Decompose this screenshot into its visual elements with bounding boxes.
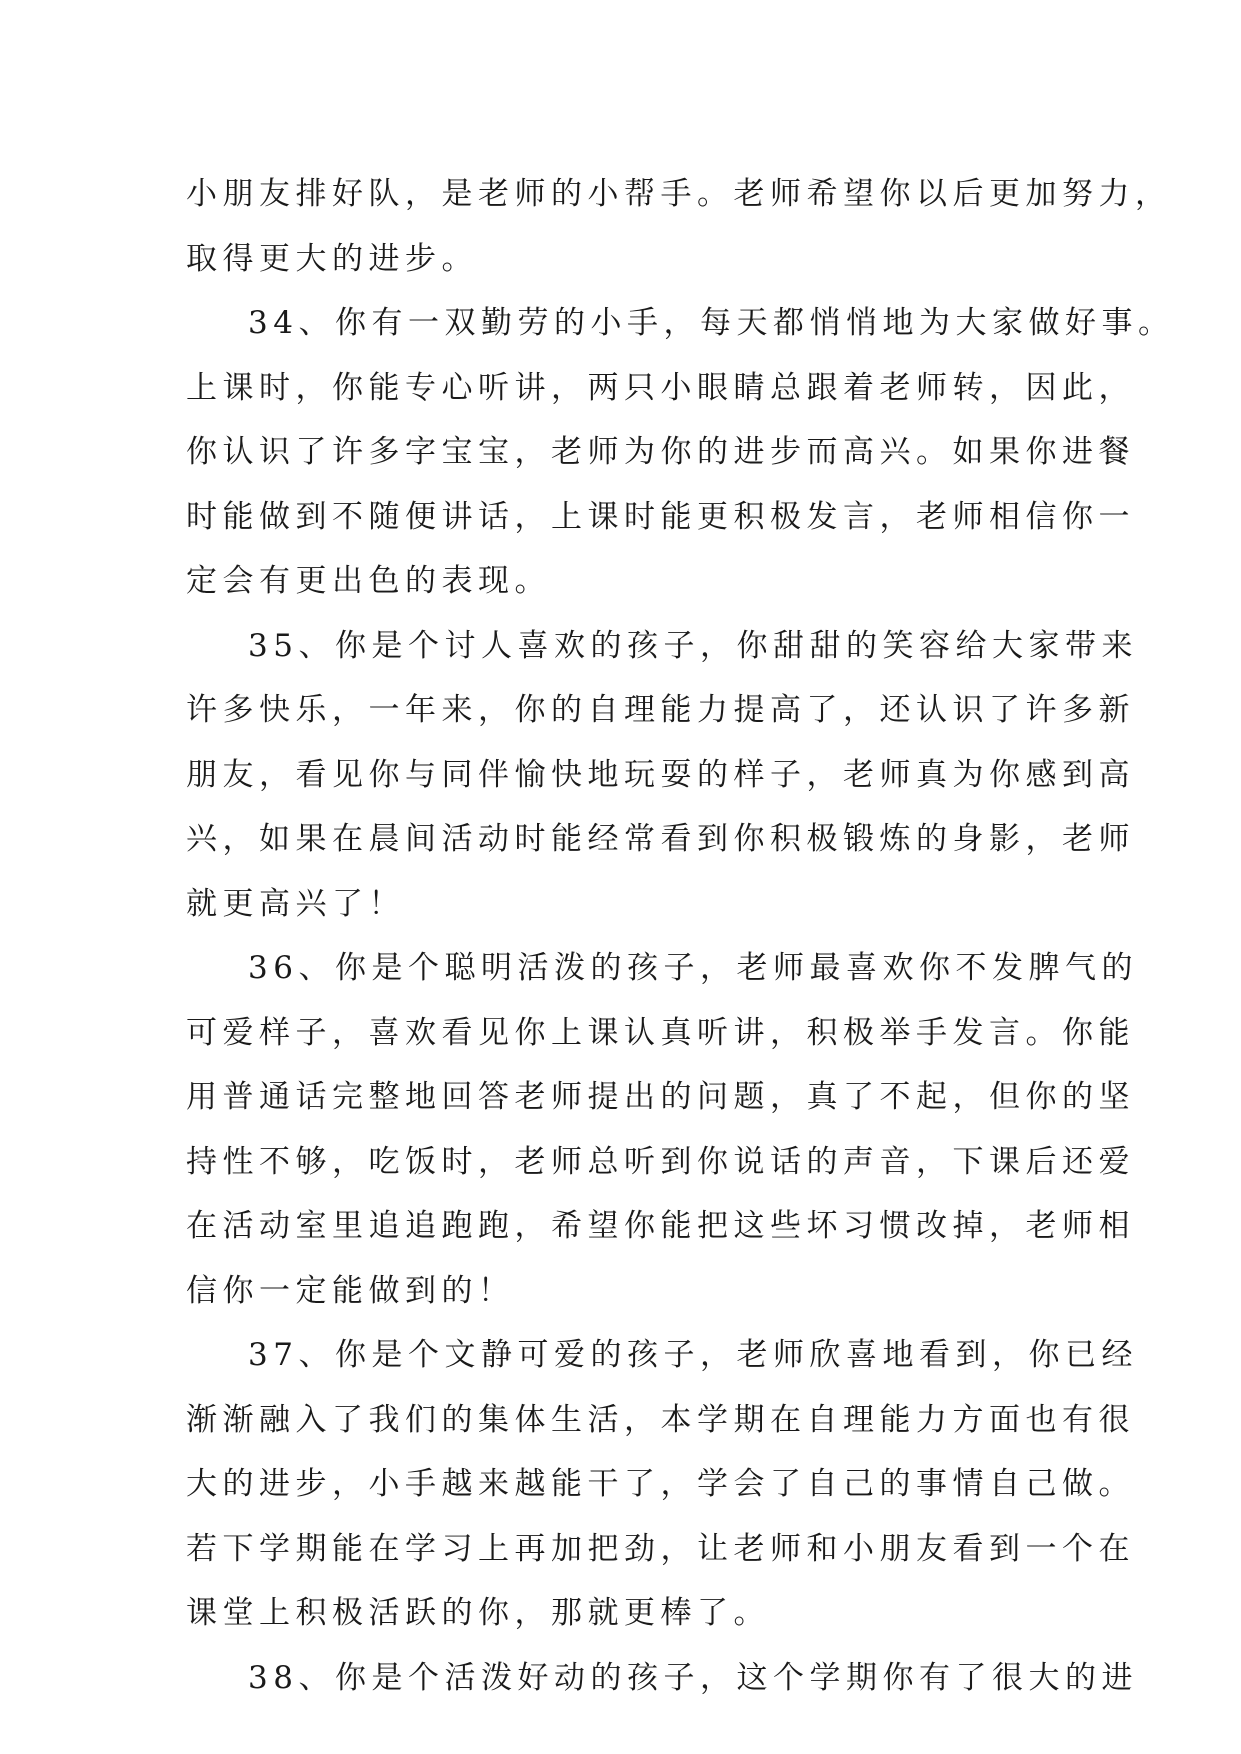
- text-line: 持性不够，吃饭时，老师总听到你说话的声音，下课后还爱: [186, 1143, 1135, 1180]
- document-body: [186, 162, 1175, 1710]
- text-line: 上课时，你能专心听讲，两只小眼睛总跟着老师转，因此，: [186, 369, 1135, 406]
- text-line: 你认识了许多字宝宝，老师为你的进步而高兴。如果你进餐: [186, 434, 1135, 470]
- text-line: 兴，如果在晨间活动时能经常看到你积极锻炼的身影，老师: [186, 821, 1135, 857]
- text-line: 小朋友排好队，是老师的小帮手。老师希望你以后更加努力，: [186, 176, 1172, 212]
- text-line: 信你一定能做到的！: [186, 1272, 515, 1309]
- text-line: 在活动室里追追跑跑，希望你能把这些坏习惯改掉，老师相: [186, 1208, 1135, 1244]
- comment-38-line: 38、你是个活泼好动的孩子，这个学期你有了很大的进: [248, 1659, 1138, 1696]
- text-line: 大的进步，小手越来越能干了，学会了自己的事情自己做。: [186, 1466, 1135, 1502]
- text-line: 就更高兴了！: [186, 885, 405, 922]
- text-line: 可爱样子，喜欢看见你上课认真听讲，积极举手发言。你能: [186, 1014, 1135, 1051]
- comment-36-line: 36、你是个聪明活泼的孩子，老师最喜欢你不发脾气的: [248, 950, 1138, 986]
- text-line: 定会有更出色的表现。: [186, 563, 551, 599]
- comment-35-line: 35、你是个讨人喜欢的孩子，你甜甜的笑容给大家带来: [248, 627, 1138, 664]
- text-line: 朋友，看见你与同伴愉快地玩耍的样子，老师真为你感到高: [186, 756, 1135, 793]
- text-line: 取得更大的进步。: [186, 240, 478, 277]
- text-line: 若下学期能在学习上再加把劲，让老师和小朋友看到一个在: [186, 1530, 1135, 1567]
- comment-34-line: 34、你有一双勤劳的小手，每天都悄悄地为大家做好事。: [248, 305, 1175, 341]
- text-line: 课堂上积极活跃的你，那就更棒了。: [186, 1595, 770, 1631]
- comment-37-line: 37、你是个文静可爱的孩子，老师欣喜地看到，你已经: [248, 1337, 1138, 1373]
- text-line: 许多快乐，一年来，你的自理能力提高了，还认识了许多新: [186, 692, 1135, 728]
- text-line: 渐渐融入了我们的集体生活，本学期在自理能力方面也有很: [186, 1401, 1135, 1438]
- text-line: 用普通话完整地回答老师提出的问题，真了不起，但你的坚: [186, 1079, 1135, 1115]
- text-line: 时能做到不随便讲话，上课时能更积极发言，老师相信你一: [186, 498, 1135, 535]
